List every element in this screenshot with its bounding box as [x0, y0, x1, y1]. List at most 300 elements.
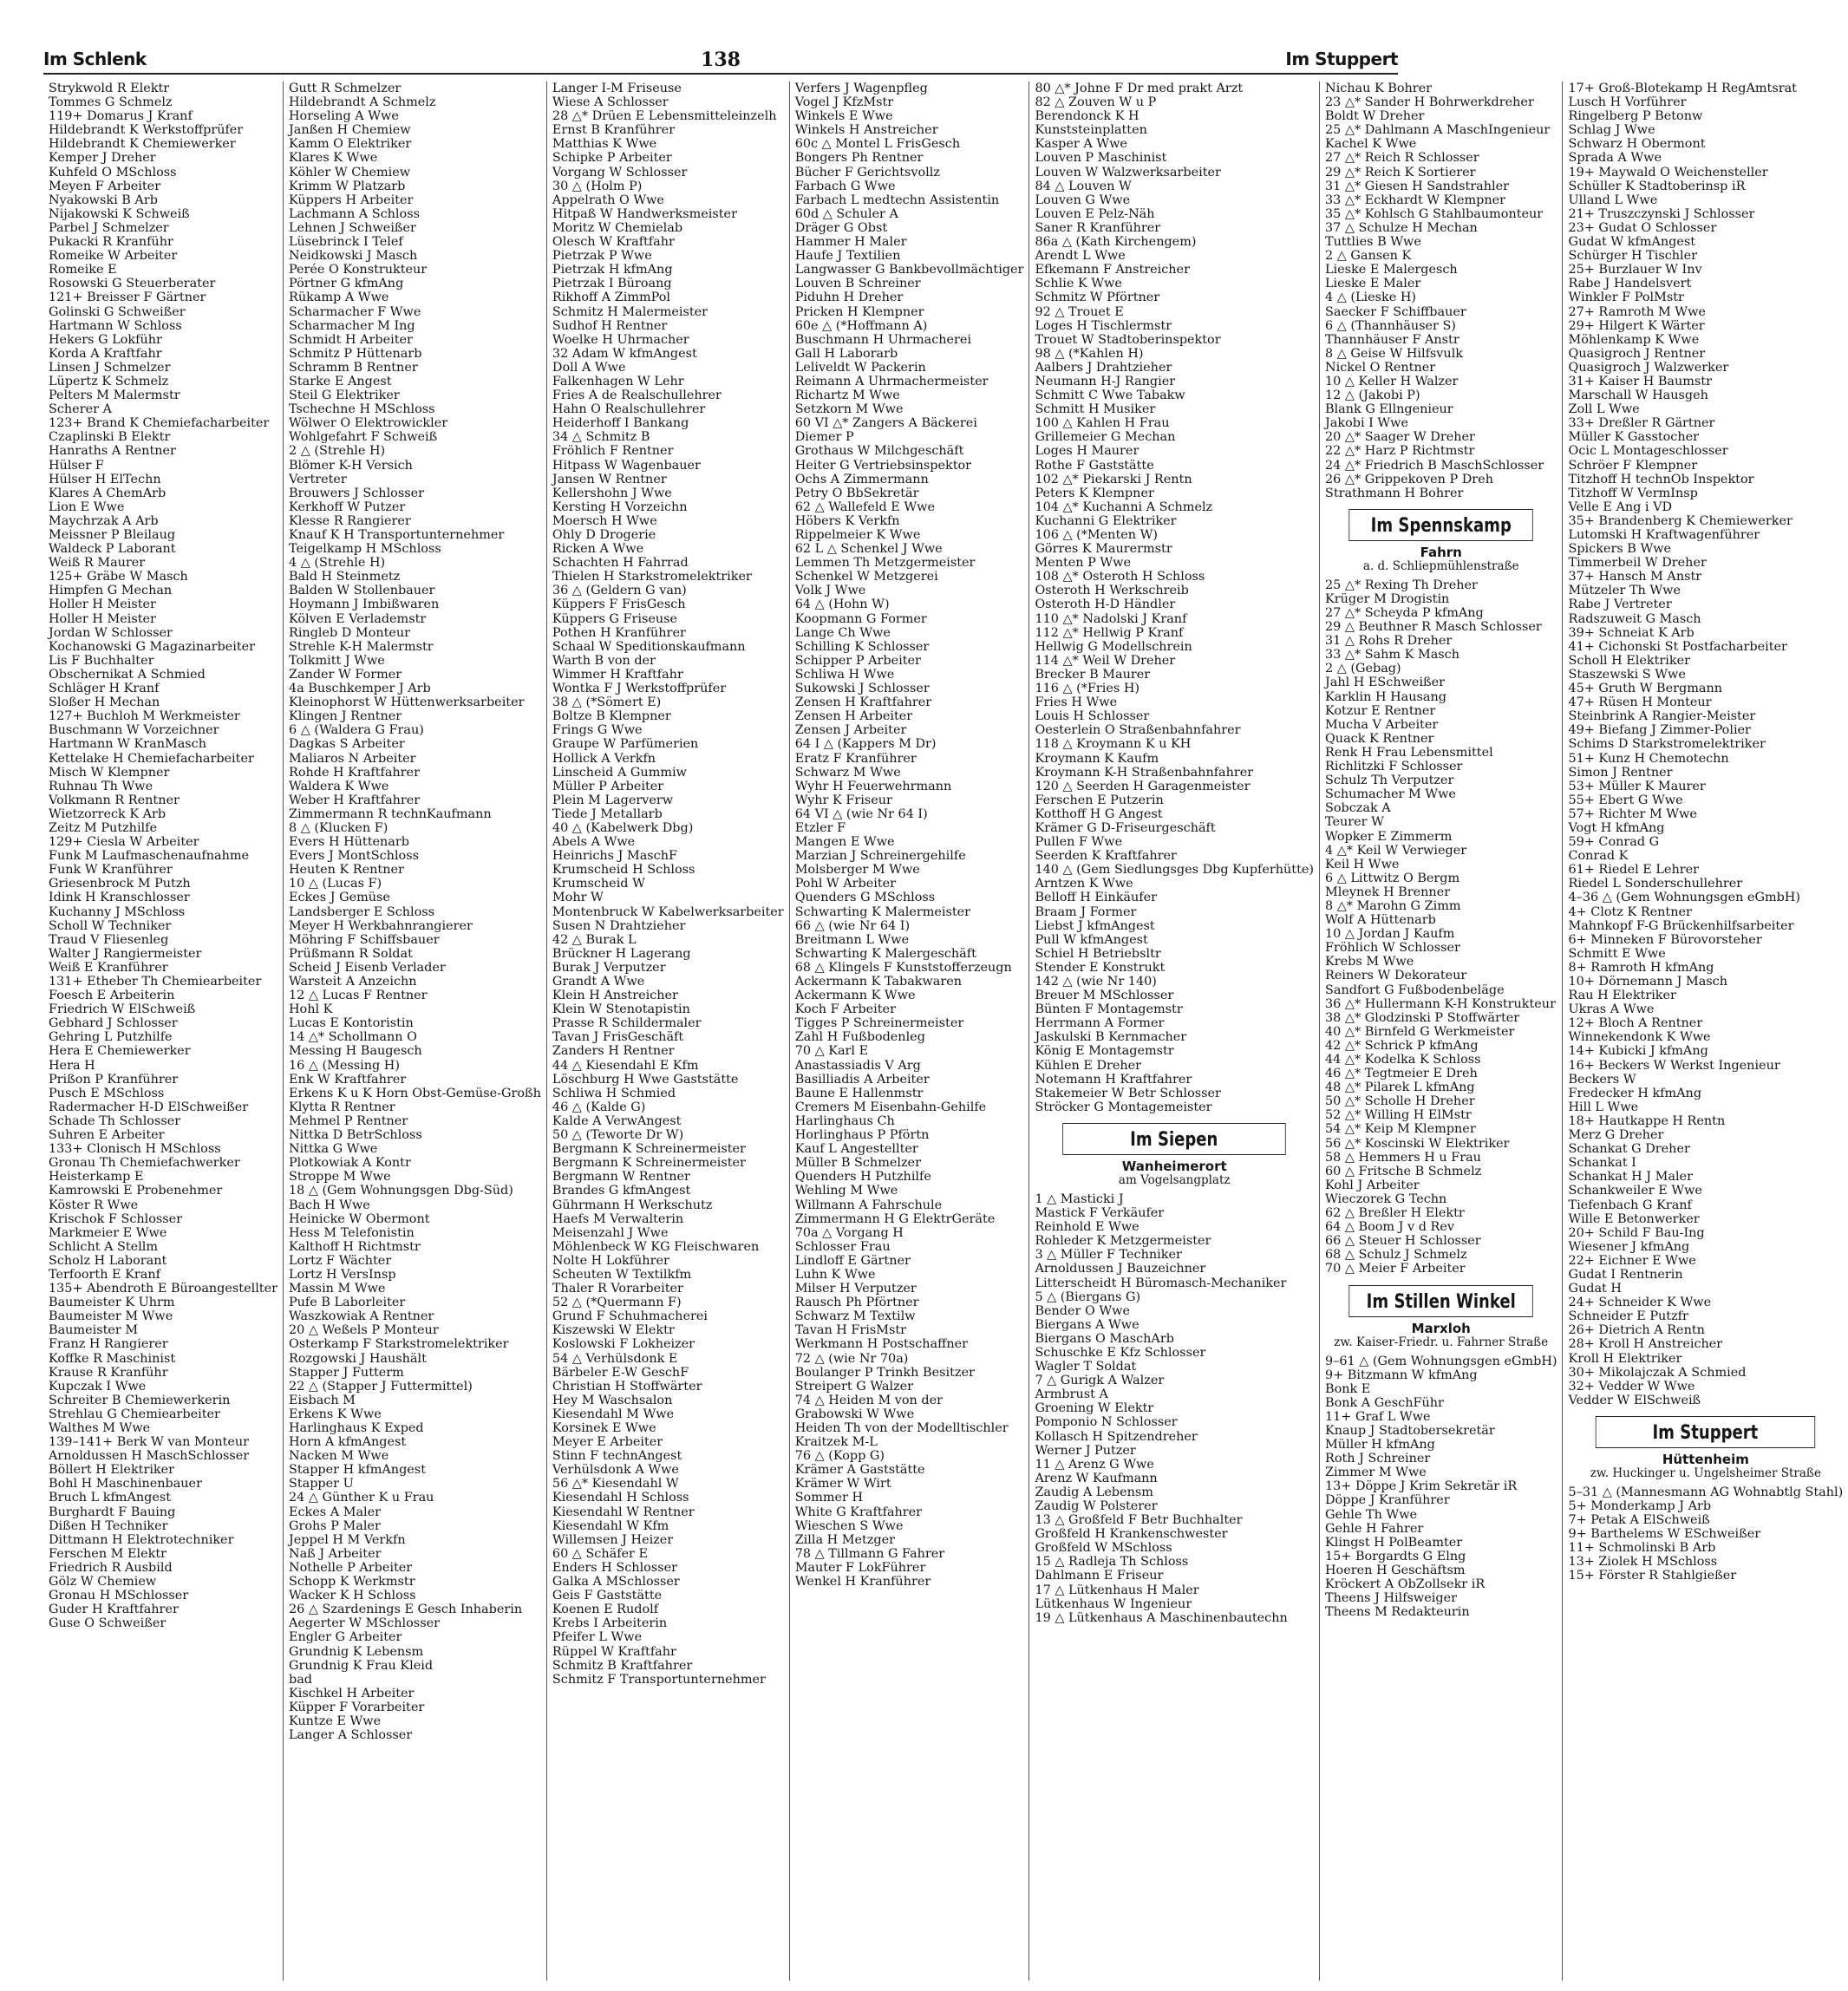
directory-entry: 2 △ (Strehle H) — [288, 444, 386, 459]
directory-entry: Krumscheid H Schloss — [552, 863, 695, 878]
directory-entry: Belloff H Einkäufer — [1035, 891, 1157, 905]
directory-entry: Heisterkamp E — [49, 1170, 144, 1185]
directory-entry: 13+ Ziolek H MSchloss — [1568, 1555, 1718, 1570]
directory-entry: Schürger H Tischler — [1568, 249, 1698, 264]
directory-entry: Werkmann H Postschaffner — [794, 1337, 968, 1352]
directory-entry: Schankat I — [1568, 1156, 1636, 1171]
directory-entry: Schumacher M Wwe — [1325, 787, 1456, 802]
directory-entry: Stinn F technAngest — [552, 1449, 682, 1464]
directory-entry: Klingst H PolBeamter — [1325, 1535, 1463, 1550]
directory-entry: Verhülsdonk A Wwe — [552, 1463, 679, 1478]
directory-entry: Schaal W Speditionskaufmann — [552, 639, 746, 654]
directory-entry: Lüsebrinck I Telef — [288, 235, 403, 250]
directory-entry: Tommes G Schmelz — [49, 95, 173, 110]
directory-entry: Zoll L Wwe — [1568, 402, 1640, 417]
directory-entry: Wieczorek G Techn — [1325, 1191, 1447, 1206]
directory-entry: 66 △ Steuer H Schlosser — [1325, 1234, 1481, 1249]
directory-entry: Kunststeinplatten — [1035, 123, 1147, 138]
directory-entry: Nickel O Rentner — [1325, 360, 1436, 375]
street-heading: Im Siepen — [1063, 1123, 1286, 1155]
directory-entry: Naß J Arbeiter — [288, 1546, 382, 1561]
directory-entry: Krause R Kranführ — [49, 1365, 168, 1380]
directory-entry: Biergans O MaschArb — [1035, 1331, 1174, 1346]
directory-entry: 22 △* Harz P Richtmstr — [1325, 444, 1475, 459]
directory-entry: 35 △* Kohlsch G Stahlbaumonteur — [1325, 206, 1544, 221]
directory-entry: Spickers B Wwe — [1568, 542, 1672, 557]
directory-entry: Brückner H Lagerang — [552, 946, 691, 961]
directory-entry: 35+ Brandenberg K Chemiewerker — [1568, 513, 1792, 528]
directory-entry: Wille E Betonwerker — [1568, 1211, 1700, 1226]
directory-entry: Zanders H Rentner — [552, 1044, 675, 1059]
directory-entry: Wölwer O Elektrowickler — [288, 416, 448, 431]
directory-entry: Kischkel H Arbeiter — [288, 1686, 415, 1701]
directory-entry: Hildebrandt A Schmelz — [288, 95, 436, 110]
directory-entry: Ackermann K Tabakwaren — [794, 975, 963, 989]
directory-entry: Scharmacher F Wwe — [288, 304, 421, 319]
directory-entry: Klares A ChemArb — [49, 486, 167, 500]
directory-entry: Lutomski H Kraftwagenführer — [1568, 528, 1760, 542]
directory-entry: Linsen J Schmelzer — [49, 360, 171, 375]
directory-entry: 131+ Etheber Th Chemiearbeiter — [49, 975, 262, 989]
directory-entry: Mahnkopf F-G Brückenhilfsarbeiter — [1568, 918, 1794, 933]
directory-entry: Timmerbeil W Dreher — [1568, 556, 1707, 571]
directory-entry: 54 △ Verhülsdonk E — [552, 1351, 678, 1366]
directory-entry: Heinicke W Obermont — [288, 1211, 430, 1226]
directory-entry: Kroymann K Kaufm — [1035, 751, 1159, 766]
directory-entry: Eisbach M — [288, 1393, 356, 1407]
directory-entry: Ringelberg P Betonw — [1568, 109, 1703, 124]
page-header — [43, 42, 1398, 75]
directory-entry: Großfeld H Krankenschwester — [1035, 1527, 1228, 1542]
directory-entry: Menten P Wwe — [1035, 556, 1131, 571]
directory-entry: 102 △* Piekarski J Rentn — [1035, 472, 1192, 486]
directory-entry: Schiel H Betriebsltr — [1035, 946, 1161, 961]
directory-entry: Lemmen Th Metzgermeister — [794, 556, 976, 571]
directory-entry: Ohly D Drogerie — [552, 528, 656, 542]
directory-entry: Griesenbrock M Putzh — [49, 877, 191, 891]
directory-entry: 22+ Eichner E Wwe — [1568, 1253, 1696, 1268]
directory-entry: Schwarting K Malermeister — [794, 904, 971, 919]
directory-entry: Hanraths A Rentner — [49, 444, 176, 459]
directory-entry: Schliwa H Schmied — [552, 1086, 676, 1100]
directory-entry: Hellwig G Modellschrein — [1035, 639, 1192, 654]
directory-entry: Stapper H kfmAngest — [288, 1463, 426, 1478]
directory-entry: Ackermann K Wwe — [794, 989, 916, 1003]
directory-entry: Müller B Schmelzer — [794, 1156, 921, 1171]
directory-entry: Ulland L Wwe — [1568, 193, 1658, 207]
directory-entry: Wehling M Wwe — [794, 1184, 898, 1198]
directory-entry: Bergmann K Schreinermeister — [552, 1142, 746, 1157]
directory-entry: Reimann A Uhrmachermeister — [794, 374, 989, 388]
directory-entry: Appelrath O Wwe — [552, 193, 664, 207]
directory-entry: Schreiter B Chemiewerkerin — [49, 1393, 231, 1407]
directory-entry: Mützeler Th Wwe — [1568, 584, 1681, 598]
directory-entry: Romeike W Arbeiter — [49, 249, 178, 264]
directory-entry: Loges H Maurer — [1035, 444, 1139, 459]
directory-entry: Prüßmann R Soldat — [288, 946, 413, 961]
directory-entry: Kiesendahl H Schloss — [552, 1491, 689, 1505]
directory-entry: 36 △ (Geldern G van) — [552, 584, 687, 598]
directory-entry: 50 △ (Teworte Dr W) — [552, 1128, 684, 1143]
directory-entry: Lange Ch Wwe — [794, 625, 891, 640]
directory-entry: Kröckert A ObZollsekr iR — [1325, 1577, 1486, 1591]
directory-entry: 7 △ Gurigk A Walzer — [1035, 1374, 1165, 1388]
directory-entry: 25+ Burzlauer W Inv — [1568, 263, 1702, 277]
directory-entry: Waszkowiak A Rentner — [288, 1309, 434, 1324]
directory-entry: 12 △ Lucas F Rentner — [288, 989, 428, 1003]
directory-entry: Hammer H Maler — [794, 235, 907, 250]
directory-entry: 1 △ Masticki J — [1035, 1191, 1124, 1206]
directory-entry: 26 △ Szardenings E Gesch Inhaberin — [288, 1603, 523, 1617]
directory-entry: Riedel L Sonderschullehrer — [1568, 877, 1743, 891]
directory-entry: Schankat H J Maler — [1568, 1170, 1693, 1185]
directory-entry: Scherer A — [49, 402, 112, 417]
directory-entry: Misch W Klempner — [49, 765, 170, 780]
directory-entry: 4 △* Keil W Verwieger — [1325, 843, 1467, 858]
directory-entry: Eratz F Kranführer — [794, 751, 917, 766]
directory-entry: Kauf L Angestellter — [794, 1142, 918, 1157]
directory-entry: Vogt H kfmAng — [1568, 820, 1665, 835]
directory-entry: 64 △ Boom J v d Rev — [1325, 1220, 1454, 1235]
directory-entry: Moersch H Wwe — [552, 513, 657, 528]
directory-entry: Richlitzki F Schlosser — [1325, 760, 1463, 774]
directory-entry: Hekers G Lokführ — [49, 332, 162, 347]
directory-entry: 4 △ (Strehle H) — [288, 556, 386, 571]
directory-entry: Schwarz M Wwe — [794, 765, 901, 780]
directory-entry: 2 △ Gansen K — [1325, 249, 1412, 264]
directory-entry: Schwarz H Obermont — [1568, 137, 1706, 152]
directory-entry: Kamrowski E Probenehmer — [49, 1184, 223, 1198]
directory-entry: Moritz W Chemielab — [552, 220, 683, 235]
directory-entry: Keil H Wwe — [1325, 857, 1400, 871]
directory-entry: Küppers F FrisGesch — [552, 597, 686, 612]
directory-entry: Eckes A Maler — [288, 1505, 382, 1519]
directory-entry: 5+ Monderkamp J Arb — [1568, 1499, 1712, 1513]
directory-entry: Grabowski W Wwe — [794, 1407, 915, 1421]
directory-entry: 19 △ Lütkenhaus A Maschinenbautechn — [1035, 1610, 1288, 1625]
directory-entry: Kraitzek M-L — [794, 1435, 878, 1450]
directory-entry: 10+ Dörnemann J Masch — [1568, 975, 1728, 989]
directory-entry: 60 △ Fritsche B Schmelz — [1325, 1164, 1482, 1178]
directory-entry: Brouwers J Schlosser — [288, 486, 425, 500]
directory-entry: 20 △* Saager W Dreher — [1325, 430, 1475, 445]
directory-entry: Fröhlich W Schlosser — [1325, 941, 1460, 956]
directory-entry: Nacken M Wwe — [288, 1449, 389, 1464]
directory-entry: Pohl W Arbeiter — [794, 877, 897, 891]
directory-entry: Milser H Verputzer — [794, 1282, 917, 1296]
directory-entry: Ocic L Montageschlosser — [1568, 444, 1728, 459]
directory-entry: Schmitz W Pförtner — [1035, 290, 1160, 305]
directory-entry: Bünten F Montagemstr — [1035, 1002, 1183, 1017]
directory-entry: Efkemann F Anstreicher — [1035, 263, 1190, 277]
directory-entry: 27+ Ramroth M Wwe — [1568, 304, 1706, 319]
street-location: zw. Huckinger u. Ungelsheimer Straße — [1590, 1466, 1821, 1480]
directory-entry: Schlie K Wwe — [1035, 277, 1122, 291]
directory-entry: Conrad K — [1568, 849, 1629, 864]
directory-entry: Jansen W Rentner — [552, 472, 667, 486]
directory-entry: Idink H Kranschlosser — [49, 891, 190, 905]
directory-entry: Doll A Wwe — [552, 360, 626, 375]
directory-entry: Sloßer H Mechan — [49, 695, 160, 710]
directory-entry: Möhring F Schiffsbauer — [288, 932, 440, 947]
directory-entry: Scholz H Laborant — [49, 1253, 167, 1268]
directory-entry: Willemsen J Heizer — [552, 1532, 674, 1547]
district-name: Wanheimerort — [1121, 1158, 1227, 1174]
directory-entry: Krüger M Drogistin — [1325, 591, 1450, 606]
directory-entry: Schuschke E Kfz Schlosser — [1035, 1345, 1206, 1360]
directory-entry: Buschmann H Uhrmacherei — [794, 332, 972, 347]
directory-entry: Knauf K H Transportunternehmer — [288, 528, 505, 542]
directory-entry: Romeike E — [49, 263, 117, 277]
directory-entry: Winkels H Anstreicher — [794, 123, 938, 138]
directory-entry: Zander W Former — [288, 667, 402, 682]
directory-entry: König E Montagemstr — [1035, 1044, 1174, 1059]
directory-entry: Koenen E Rudolf — [552, 1603, 659, 1617]
directory-entry: Schramm B Rentner — [288, 360, 418, 375]
directory-entry: Rikhoff A ZimmPol — [552, 290, 671, 305]
directory-entry: Osterkamp F Starkstromelektriker — [288, 1337, 509, 1352]
directory-entry: 76 △ (Kopp G) — [794, 1449, 885, 1464]
directory-entry: Louven E Pelz-Näh — [1035, 206, 1155, 221]
directory-entry: Stapper U — [288, 1477, 354, 1492]
directory-entry: Hülser F — [49, 458, 104, 473]
directory-entry: 6 △ (Thannhäuser S) — [1325, 318, 1456, 333]
directory-entry: Klesse R Rangierer — [288, 513, 411, 528]
directory-entry: Petry O BbSekretär — [794, 486, 919, 500]
directory-entry: Streipert G Walzer — [794, 1379, 914, 1394]
directory-entry: Klein W Stenotapistin — [552, 1002, 690, 1017]
directory-entry: Bergmann W Rentner — [552, 1170, 690, 1185]
directory-entry: 11+ Schmolinski B Arb — [1568, 1541, 1716, 1556]
directory-entry: White G Kraftfahrer — [794, 1505, 923, 1519]
directory-entry: Bender O Wwe — [1035, 1303, 1130, 1318]
directory-entry: Meyer E Arbeiter — [552, 1435, 663, 1450]
directory-entry: Waldeck P Laborant — [49, 542, 176, 557]
directory-entry: 42 △ Burak L — [552, 932, 637, 947]
directory-entry: Jakobi I Wwe — [1325, 416, 1409, 431]
directory-entry: Gudat W kfmAngest — [1568, 235, 1696, 250]
directory-entry: 142 △ (wie Nr 140) — [1035, 975, 1157, 989]
directory-entry: Louven G Wwe — [1035, 193, 1131, 207]
directory-entry: Sukowski J Schlosser — [794, 682, 930, 696]
directory-entry: Dräger G Obst — [794, 220, 888, 235]
directory-entry: 133+ Clonisch H MSchloss — [49, 1142, 221, 1157]
directory-entry: Rüppel W Kraftfahr — [552, 1644, 676, 1659]
directory-entry: Volk J Wwe — [794, 584, 866, 598]
directory-entry: 20 △ Weßels P Monteur — [288, 1323, 439, 1338]
directory-entry: 66 △ (wie Nr 64 I) — [794, 918, 911, 933]
directory-entry: Köhler W Chemiew — [288, 165, 411, 180]
directory-entry: Funk W Kranführer — [49, 863, 173, 878]
directory-entry: 9–61 △ (Gem Wohnungsgen eGmbH) — [1325, 1354, 1557, 1368]
directory-entry: 18 △ (Gem Wohnungsgen Dbg-Süd) — [288, 1184, 513, 1198]
directory-entry: Cremers M Eisenbahn-Gehilfe — [794, 1100, 987, 1114]
directory-entry: Wyhr K Friseur — [794, 793, 892, 807]
directory-entry: Czaplinski B Elektr — [49, 430, 171, 445]
directory-entry: Zilla H Metzger — [794, 1532, 895, 1547]
directory-entry: Scheuten W Textilkfm — [552, 1267, 692, 1282]
directory-entry: Roth J Schreiner — [1325, 1452, 1431, 1466]
directory-entry: Kiszewski W Elektr — [552, 1323, 675, 1338]
directory-entry: Armbrust A — [1035, 1387, 1108, 1402]
directory-entry: Horlinghaus P Pförtn — [794, 1128, 930, 1143]
street-heading: Im Stillen Winkel — [1348, 1285, 1533, 1317]
directory-entry: 125+ Gräbe W Masch — [49, 570, 188, 584]
directory-entry: 140 △ (Gem Siedlungsges Dbg Kupferhütte) — [1035, 863, 1314, 878]
directory-entry: Schmidt H Arbeiter — [288, 332, 413, 347]
directory-entry: Müller H kfmAng — [1325, 1438, 1435, 1452]
directory-entry: Tavan J FrisGeschäft — [552, 1030, 684, 1045]
directory-entry: Hera H — [49, 1058, 95, 1073]
directory-entry: Landsberger E Schloss — [288, 904, 435, 919]
directory-entry: Kiesendahl W Rentner — [552, 1505, 695, 1519]
directory-entry: Abels A Wwe — [552, 835, 636, 850]
directory-entry: Simon J Rentner — [1568, 765, 1673, 780]
directory-entry: Ferschen M Elektr — [49, 1546, 167, 1561]
directory-entry: Pelters M Malermstr — [49, 388, 180, 403]
directory-entry: 120 △ Seerden H Garagenmeister — [1035, 779, 1251, 793]
directory-entry: Prißon P Kranführer — [49, 1072, 179, 1087]
directory-entry: 70 △ Meier F Arbeiter — [1325, 1262, 1466, 1276]
directory-entry: Mangen E Wwe — [794, 835, 895, 850]
directory-entry: Suhren E Arbeiter — [49, 1128, 165, 1143]
directory-entry: Saecker F Schiffbauer — [1325, 304, 1466, 319]
directory-entry: Linscheid A Gummiw — [552, 765, 687, 780]
directory-entry: Vertreter — [288, 472, 347, 486]
directory-entry: Sobczak A — [1325, 801, 1391, 816]
directory-entry: 23 △* Sander H Bohrwerkdreher — [1325, 95, 1534, 110]
street-heading: Im Spennskamp — [1348, 509, 1533, 541]
directory-entry: 59+ Conrad G — [1568, 835, 1660, 850]
directory-entry: Merz G Dreher — [1568, 1128, 1664, 1143]
directory-entry: 5–31 △ (Mannesmann AG Wohnabtlg Stahl) — [1568, 1485, 1844, 1499]
directory-entry: Geis F Gaststätte — [552, 1589, 663, 1603]
directory-entry: Enk W Kraftfahrer — [288, 1072, 407, 1087]
directory-entry: Wiese A Schlosser — [552, 95, 669, 110]
directory-entry: Burghardt F Bauing — [49, 1505, 176, 1519]
directory-entry: Kroll H Elektriker — [1568, 1351, 1682, 1366]
district-name: Hüttenheim — [1662, 1451, 1749, 1467]
directory-entry: 7+ Petak A ElSchweiß — [1568, 1513, 1710, 1528]
directory-entry: 82 △ Zouven W u P — [1035, 95, 1157, 110]
directory-entry: Scholl H Elektriker — [1568, 653, 1690, 668]
directory-entry: Galka A MSchlosser — [552, 1575, 680, 1590]
directory-entry: Leliveldt W Packerin — [794, 360, 926, 375]
header-left-street: Im Schlenk — [43, 49, 147, 69]
directory-entry: Reinhold E Wwe — [1035, 1220, 1139, 1235]
directory-entry: 11 △ Arenz G Wwe — [1035, 1457, 1154, 1472]
directory-entry: Strathmann H Bohrer — [1325, 486, 1464, 500]
directory-entry: Strykwold R Elektr — [49, 82, 170, 95]
directory-entry: Schenkel W Metzgerei — [794, 570, 938, 584]
directory-entry: Braam J Former — [1035, 904, 1137, 919]
directory-entry: Heuten K Rentner — [288, 863, 404, 878]
directory-entry: 68 △ Klingels F Kunststofferzeugn — [794, 960, 1012, 975]
directory-entry: Rippelmeier K Wwe — [794, 528, 921, 542]
directory-entry: Döppe J Kranführer — [1325, 1493, 1450, 1508]
directory-entry: Titzhoff H technOb Inspektor — [1568, 472, 1754, 486]
directory-entry: Baumeister M Wwe — [49, 1309, 173, 1324]
directory-entry: 55+ Ebert G Wwe — [1568, 793, 1683, 807]
directory-entry: Stender E Konstrukt — [1035, 960, 1166, 975]
directory-entry: Quasigroch J Rentner — [1568, 346, 1706, 361]
directory-entry: 31 △* Giesen H Sandstrahler — [1325, 179, 1510, 193]
directory-entry: Grohs P Maler — [288, 1518, 381, 1533]
directory-entry: Pothen H Kranführer — [552, 625, 686, 640]
directory-entry: Zaudig W Polsterer — [1035, 1499, 1158, 1513]
directory-entry: 31+ Kaiser H Baumstr — [1568, 374, 1712, 388]
directory-entry: Berendonck K H — [1035, 109, 1139, 124]
directory-entry: Warsteit A Anzeichn — [288, 975, 417, 989]
directory-entry: Nothelle P Arbeiter — [288, 1560, 413, 1575]
directory-entry: Biergans A Wwe — [1035, 1317, 1139, 1332]
directory-entry: Schlag J Wwe — [1568, 123, 1655, 138]
directory-entry: Lortz H VersInsp — [288, 1267, 396, 1282]
directory-entry: Rabe J Vertreter — [1568, 597, 1672, 612]
directory-entry: 84 △ Louven W — [1035, 179, 1132, 193]
directory-entry: Anastassiadis V Arg — [794, 1058, 921, 1073]
directory-entry: 24 △ Günther K u Frau — [288, 1491, 434, 1505]
directory-entry: Pomponio N Schlosser — [1035, 1415, 1178, 1430]
directory-entry: Beckers W — [1568, 1072, 1636, 1087]
directory-entry: Fries A de Realschullehrer — [552, 388, 722, 403]
directory-entry: 108 △* Osteroth H Schloss — [1035, 570, 1205, 584]
directory-entry: Karklin H Hausang — [1325, 689, 1446, 704]
directory-entry: Schipper P Arbeiter — [794, 653, 921, 668]
directory-entry: Janßen H Chemiew — [288, 123, 411, 138]
directory-entry: 40 △* Birnfeld G Werkmeister — [1325, 1024, 1515, 1039]
directory-entry: Lieske E Malergesch — [1325, 263, 1458, 277]
directory-entry: 29 △* Reich K Sortierer — [1325, 165, 1476, 180]
directory-entry: Evers H Hüttenarb — [288, 835, 409, 850]
directory-entry: Guder H Kraftfahrer — [49, 1603, 179, 1617]
directory-entry: Rohde H Kraftfahrer — [288, 765, 420, 780]
directory-entry: Kettelake H Chemiefacharbeiter — [49, 751, 254, 766]
directory-entry: Breitmann L Wwe — [794, 932, 910, 947]
directory-entry: Klein H Anstreicher — [552, 989, 678, 1003]
directory-entry: Jahl H ESchweißer — [1325, 676, 1446, 690]
directory-entry: Krämer G D-Friseurgeschäft — [1035, 820, 1216, 835]
directory-entry: 4+ Clotz K Rentner — [1568, 904, 1692, 919]
directory-entry: Küppers H Arbeiter — [288, 193, 414, 207]
directory-entry: 60 VI △* Zangers A Bäckerei — [794, 416, 977, 431]
directory-entry: Jeppel H M Verkfn — [288, 1532, 406, 1547]
directory-entry: Grothaus W Milchgeschäft — [794, 444, 964, 459]
directory-entry: 8 △* Marohn G Zimm — [1325, 898, 1461, 913]
directory-entry: 86a △ (Kath Kirchengem) — [1035, 235, 1197, 250]
directory-entry: Himpfen G Mechan — [49, 584, 173, 598]
directory-entry: Hartmann W Schloss — [49, 318, 182, 333]
directory-entry: Pfeifer L Wwe — [552, 1630, 643, 1645]
directory-entry: Staszewski S Wwe — [1568, 667, 1686, 682]
directory-entry: Nittka D BetrSchloss — [288, 1128, 422, 1143]
directory-entry: Fröhlich F Rentner — [552, 444, 674, 459]
directory-entry: Tigges P Schreinermeister — [794, 1016, 964, 1031]
directory-entry: Jordan W Schlosser — [49, 625, 173, 640]
directory-entry: Pricken H Klempner — [794, 304, 924, 319]
directory-entry: Pietrzak P Wwe — [552, 249, 652, 264]
directory-entry: Matthias K Wwe — [552, 137, 657, 152]
street-location: zw. Kaiser-Friedr. u. Fahrner Straße — [1334, 1335, 1549, 1349]
directory-entry: Weiß R Maurer — [49, 556, 146, 571]
directory-entry: Setzkorn M Wwe — [794, 402, 904, 417]
directory-entry: Obschernikat A Schmied — [49, 667, 206, 682]
directory-entry: Schmitz H Malermeister — [552, 304, 709, 319]
directory-entry: Molsberger M Wwe — [794, 863, 920, 878]
directory-entry: 33+ Dreßler R Gärtner — [1568, 416, 1715, 431]
directory-entry: Vedder W ElSchweiß — [1568, 1393, 1701, 1407]
directory-entry: Schims D Starkstromelektriker — [1568, 737, 1766, 752]
